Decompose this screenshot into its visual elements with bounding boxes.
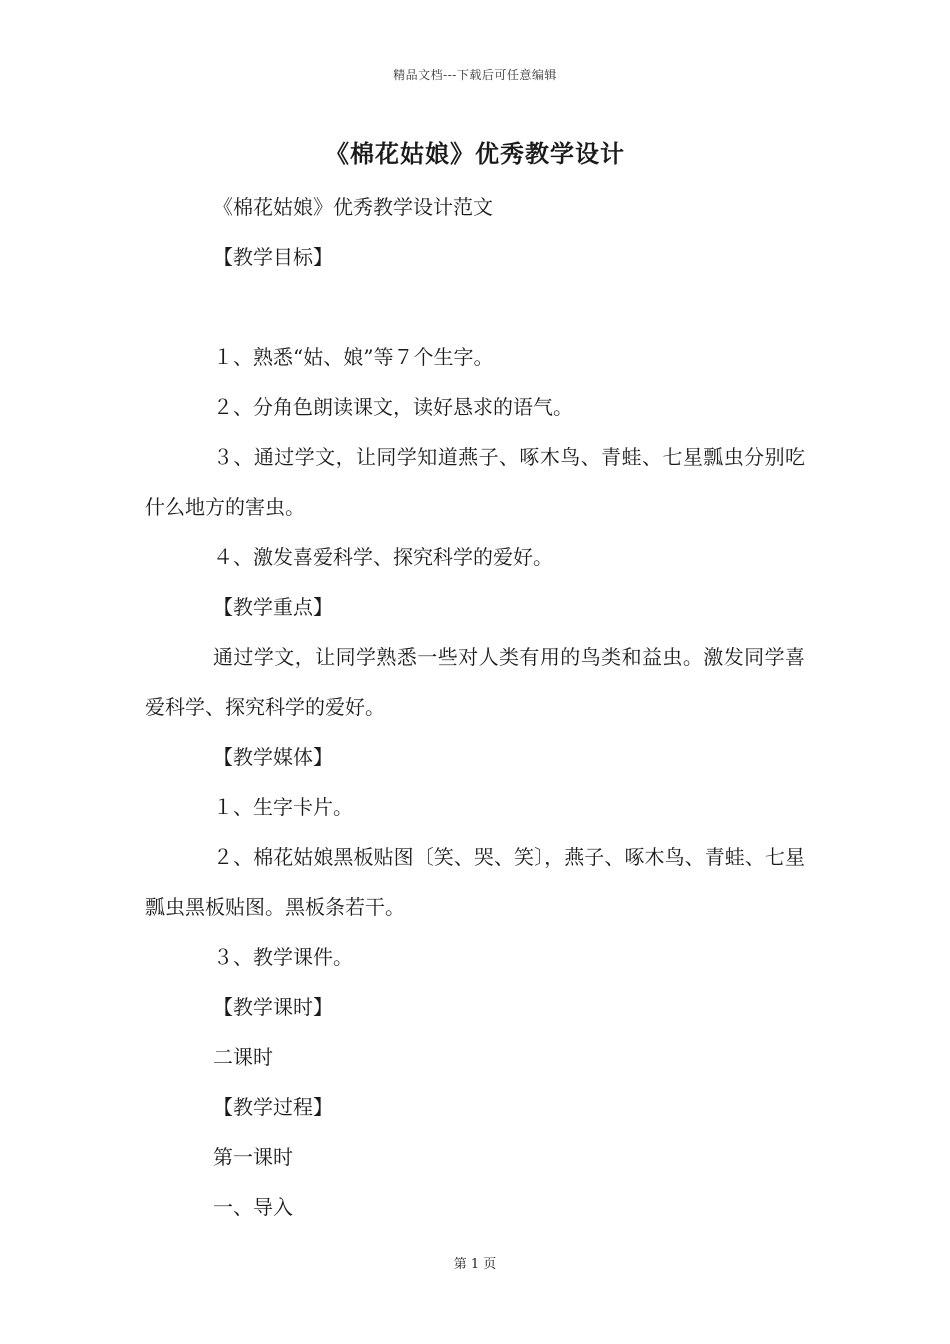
lesson-label: 第一课时 xyxy=(213,1145,293,1169)
section-heading-process: 【教学过程】 xyxy=(213,1095,333,1119)
paragraph-subtitle: 《棉花姑娘》优秀教学设计范文 xyxy=(213,195,493,219)
goal-item-3: ３、通过学文，让同学知道燕子、啄木鸟、青蛙、七星瓢虫分别吃什么地方的害虫。 xyxy=(145,445,805,519)
section-heading-hours: 【教学课时】 xyxy=(213,995,333,1019)
document-title: 《棉花姑娘》优秀教学设计 xyxy=(325,139,625,168)
key-points-text: 通过学文，让同学熟悉一些对人类有用的鸟类和益虫。激发同学喜爱科学、探究科学的爱好。 xyxy=(145,645,805,719)
hours-text: 二课时 xyxy=(213,1045,273,1069)
goal-item-2: ２、分角色朗读课文，读好恳求的语气。 xyxy=(213,395,573,419)
header-note: 精品文档---下载后可任意编辑 xyxy=(393,68,557,82)
section-heading-key-points: 【教学重点】 xyxy=(213,595,333,619)
media-item-2: ２、棉花姑娘黑板贴图〔笑、哭、笑〕，燕子、啄木鸟、青蛙、七星瓢虫黑板贴图。黑板条若干。 xyxy=(145,845,805,919)
goal-item-4: ４、激发喜爱科学、探究科学的爱好。 xyxy=(213,545,553,569)
section-heading-media: 【教学媒体】 xyxy=(213,745,333,769)
goal-item-1: １、熟悉“姑、娘”等７个生字。 xyxy=(213,345,494,369)
blank-line xyxy=(145,282,805,332)
document-body xyxy=(145,182,805,1232)
section-heading-goals: 【教学目标】 xyxy=(213,245,333,269)
page-number: 第 1 页 xyxy=(453,1257,497,1272)
media-item-3: ３、教学课件。 xyxy=(213,945,353,969)
media-item-1: １、生字卡片。 xyxy=(213,795,353,819)
step-heading-intro: 一、导入 xyxy=(213,1195,293,1219)
